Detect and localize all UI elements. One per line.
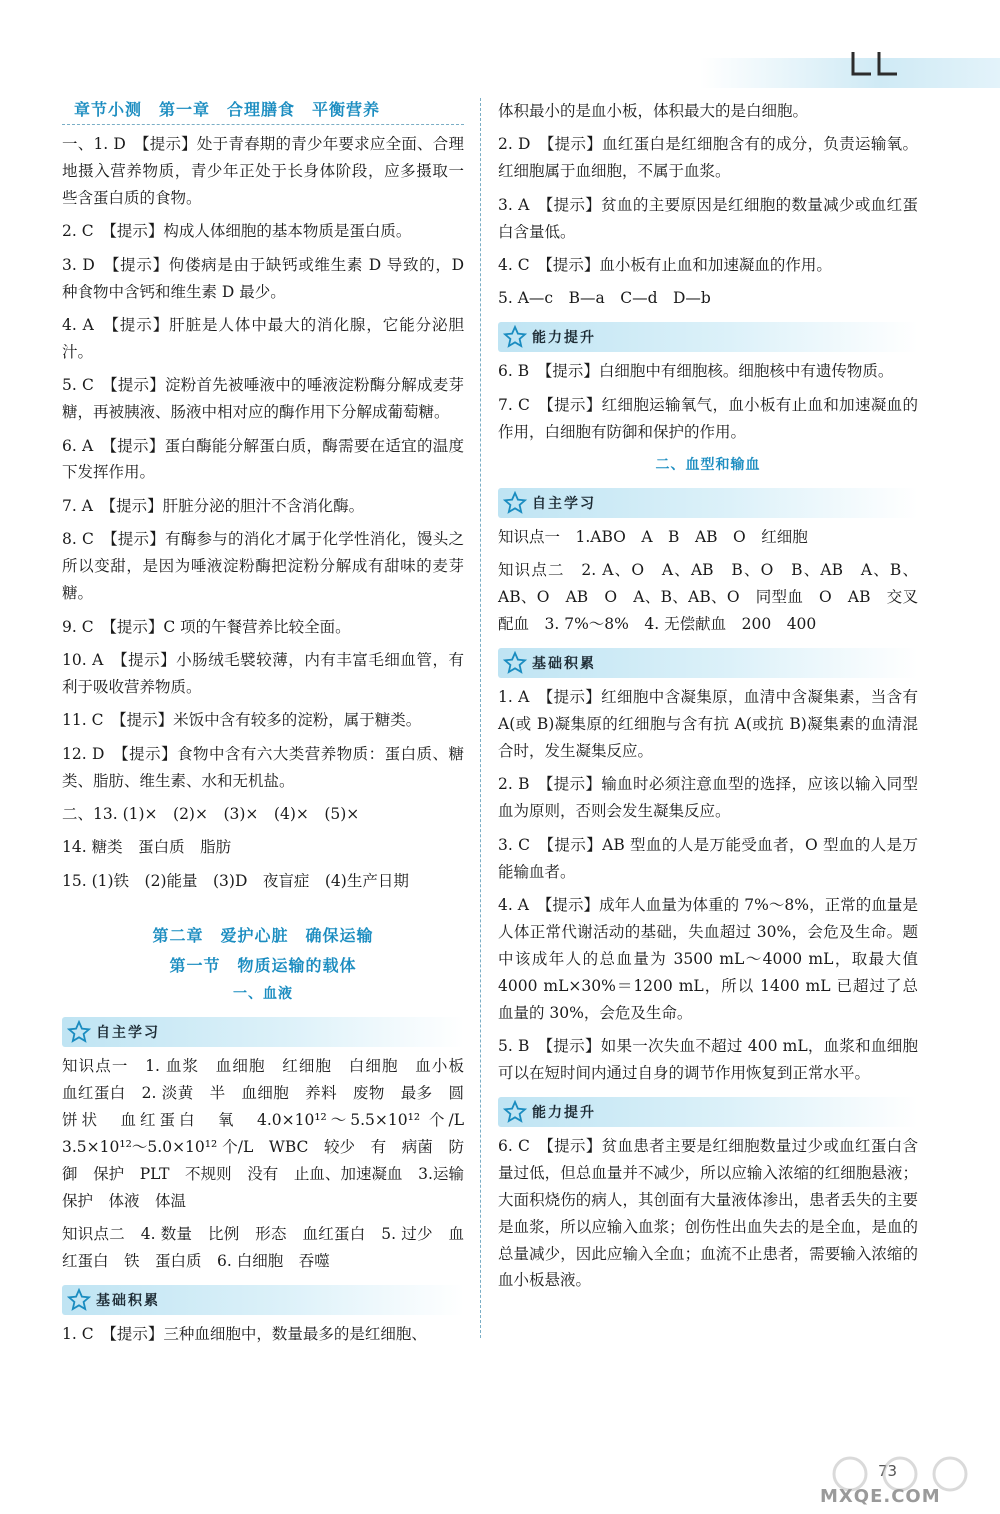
answer-item: 9. C 【提示】C 项的午餐营养比较全面。 [62, 617, 351, 636]
answer-item: 10. A 【提示】小肠绒毛襞较薄，内有丰富毛细血管，有利于吸收营养物质。 [62, 650, 464, 696]
page-number: 73 [878, 1462, 898, 1480]
section-tag [498, 648, 918, 678]
section-tag-label: 自主学习 [96, 1025, 160, 1042]
section-heading: 第一节 物质运输的载体 [169, 956, 357, 976]
section-tag [498, 488, 918, 518]
answer-item: 4. A 【提示】肝脏是人体中最大的消化腺，它能分泌胆汁。 [62, 315, 464, 361]
section-tag-label: 自主学习 [532, 496, 596, 513]
answer-item: 2. B 【提示】输血时必须注意血型的选择，应该以输入同型血为原则，否则会发生凝集反应。 [498, 775, 918, 821]
knowledge-point: 知识点二 4. 数量 比例 形态 血红蛋白 5. 过少 血红蛋白 铁 蛋白质 6. 白细胞 吞噬 [62, 1225, 464, 1270]
section-tag-label: 能力提升 [532, 1104, 596, 1121]
answer-item: 15. (1)铁 (2)能量 (3)D 夜盲症 (4)生产日期 [62, 871, 409, 890]
chapter-title: 第二章 爱护心脏 确保运输 [152, 926, 374, 946]
answer-item: 8. C 【提示】有酶参与的消化才属于化学性消化，馒头之所以变甜，是因为唾液淀粉酶把淀粉分解成有甜味的麦芽糖。 [62, 530, 464, 603]
answer-item: 1. A 【提示】红细胞中含凝集原，血清中含凝集素，当含有 A(或 B)凝集原的红细胞与含有抗 A(或抗 B)凝集素的血清混合时，发生凝集反应。 [498, 688, 918, 760]
answer-item: 6. C 【提示】贫血患者主要是红细胞数量过少或血红蛋白含量过低，但总血量并不减少，所以应输入浓缩的红细胞悬液；大面积烧伤的病人，其创面有大量液体渗出，患者丢失的主要是血浆，所以应输入血浆；创伤性出血失去的是全血，是血的总量减少，因此应输入全血；血流不止患者，需要输入浓缩的血小板悬液。 [498, 1136, 918, 1290]
section-tag [62, 1017, 464, 1047]
answer-item: 5. A—c B—a C—d D—b [498, 289, 711, 308]
left-column [62, 98, 480, 1354]
answer-item: 5. B 【提示】如果一次失血不超过 400 mL，血浆和血细胞可以在短时间内通过自身的调节作用恢复到正常水平。 [498, 1037, 918, 1082]
knowledge-point: 知识点一 1.ABO A B AB O 红细胞 [498, 528, 808, 547]
answer-item: 7. A 【提示】肝脏分泌的胆汁不含消化酶。 [62, 496, 365, 515]
answer-item: 二、13. (1)× (2)× (3)× (4)× (5)× [62, 804, 360, 823]
answer-item: 12. D 【提示】食物中含有六大类营养物质：蛋白质、糖类、脂肪、维生素、水和无机盐。 [62, 744, 464, 790]
answer-item: 7. C 【提示】红细胞运输氧气，血小板有止血和加速凝血的作用，白细胞有防御和保护的作用。 [498, 395, 918, 441]
section-tag [498, 1097, 918, 1127]
knowledge-point: 知识点一 1. 血浆 血细胞 红细胞 白细胞 血小板 血红蛋白 2. 淡黄 半 血细胞 养料 废物 最多 圆饼状 血红蛋白 氧 4.0×10¹²～5.5×10¹² 个/L 3.5×10¹²～5.0×10¹² 个/L WBC 较少 有 病菌 防御 保护 PLT 不规则 没有 止血、加速凝血 3.运输 保护 体液 体温 [62, 1057, 480, 1210]
answer-item: 4. A 【提示】成年人血量为体重的 7%～8%，正常的血量是人体正常代谢活动的基础，失血超过 30%，会危及生命。题中该成年人的总血量为 3500 mL～4000 mL，取最大值 4000 mL×30%＝1200 mL，所以 1400 mL 已超过了总血量的 30%，会危及生命。 [498, 896, 918, 1022]
answer-item: 1. C 【提示】三种血细胞中，数量最多的是红细胞、 [62, 1324, 427, 1343]
section-tag-label: 能力提升 [532, 330, 596, 347]
section-tag [62, 1285, 464, 1315]
answer-item: 4. C 【提示】血小板有止血和加速凝血的作用。 [498, 256, 832, 275]
column-divider [480, 98, 481, 1338]
answer-item: 3. C 【提示】AB 型血的人是万能受血者，O 型血的人是万能输血者。 [498, 835, 918, 881]
watermark-text: MXQE.COM [820, 1486, 941, 1507]
star-icon [62, 1285, 96, 1315]
section-tag [498, 322, 918, 352]
star-icon [62, 1017, 96, 1047]
answer-item: 3. D 【提示】佝偻病是由于缺钙或维生素 D 导致的，D 种食物中含钙和维生素 D 最少。 [62, 255, 464, 301]
answer-item: 2. D 【提示】血红蛋白是红细胞含有的成分，负责运输氧。红细胞属于血细胞，不属于血浆。 [498, 135, 918, 181]
section-tag-label: 基础积累 [96, 1292, 160, 1309]
answer-item: 11. C 【提示】米饭中含有较多的淀粉，属于糖类。 [62, 711, 422, 730]
answer-item: 一、1. D 【提示】处于青春期的青少年要求应全面、合理地摄入营养物质，青少年正处于长身体阶段，应多摄取一些含蛋白质的食物。 [62, 135, 464, 207]
header-bracket-icon [845, 46, 905, 82]
knowledge-point: 知识点二 2. A、O A、AB B、O B、AB A、B、AB、O AB O A、B、AB、O 同型血 O AB 交叉配血 3. 7%～8% 4. 无偿献血 200 400 [498, 561, 918, 634]
right-column [498, 98, 918, 1301]
section-tag-label: 基础积累 [532, 656, 596, 673]
answer-item: 14. 糖类 蛋白质 脂肪 [62, 838, 232, 857]
answer-item: 5. C 【提示】淀粉首先被唾液中的唾液淀粉酶分解成麦芽糖，再被胰液、肠液中相对应的酶作用下分解成葡萄糖。 [62, 376, 464, 422]
answer-item: 体积最小的是血小板，体积最大的是白细胞。 [498, 102, 809, 120]
answer-item: 6. B 【提示】白细胞中有细胞核。细胞核中有遗传物质。 [498, 362, 894, 381]
subsection-heading: 二、血型和输血 [655, 457, 761, 474]
answer-item: 6. A 【提示】蛋白酶能分解蛋白质，酶需要在适宜的温度下发挥作用。 [62, 436, 464, 482]
section-title: 章节小测 第一章 合理膳食 平衡营养 [62, 98, 464, 125]
star-icon [498, 322, 532, 352]
star-icon [498, 648, 532, 678]
subsection-heading: 一、血液 [233, 986, 293, 1003]
star-icon [498, 488, 532, 518]
star-icon [498, 1097, 532, 1127]
answer-item: 3. A 【提示】贫血的主要原因是红细胞的数量减少或血红蛋白含量低。 [498, 195, 918, 241]
answer-item: 2. C 【提示】构成人体细胞的基本物质是蛋白质。 [62, 222, 412, 241]
